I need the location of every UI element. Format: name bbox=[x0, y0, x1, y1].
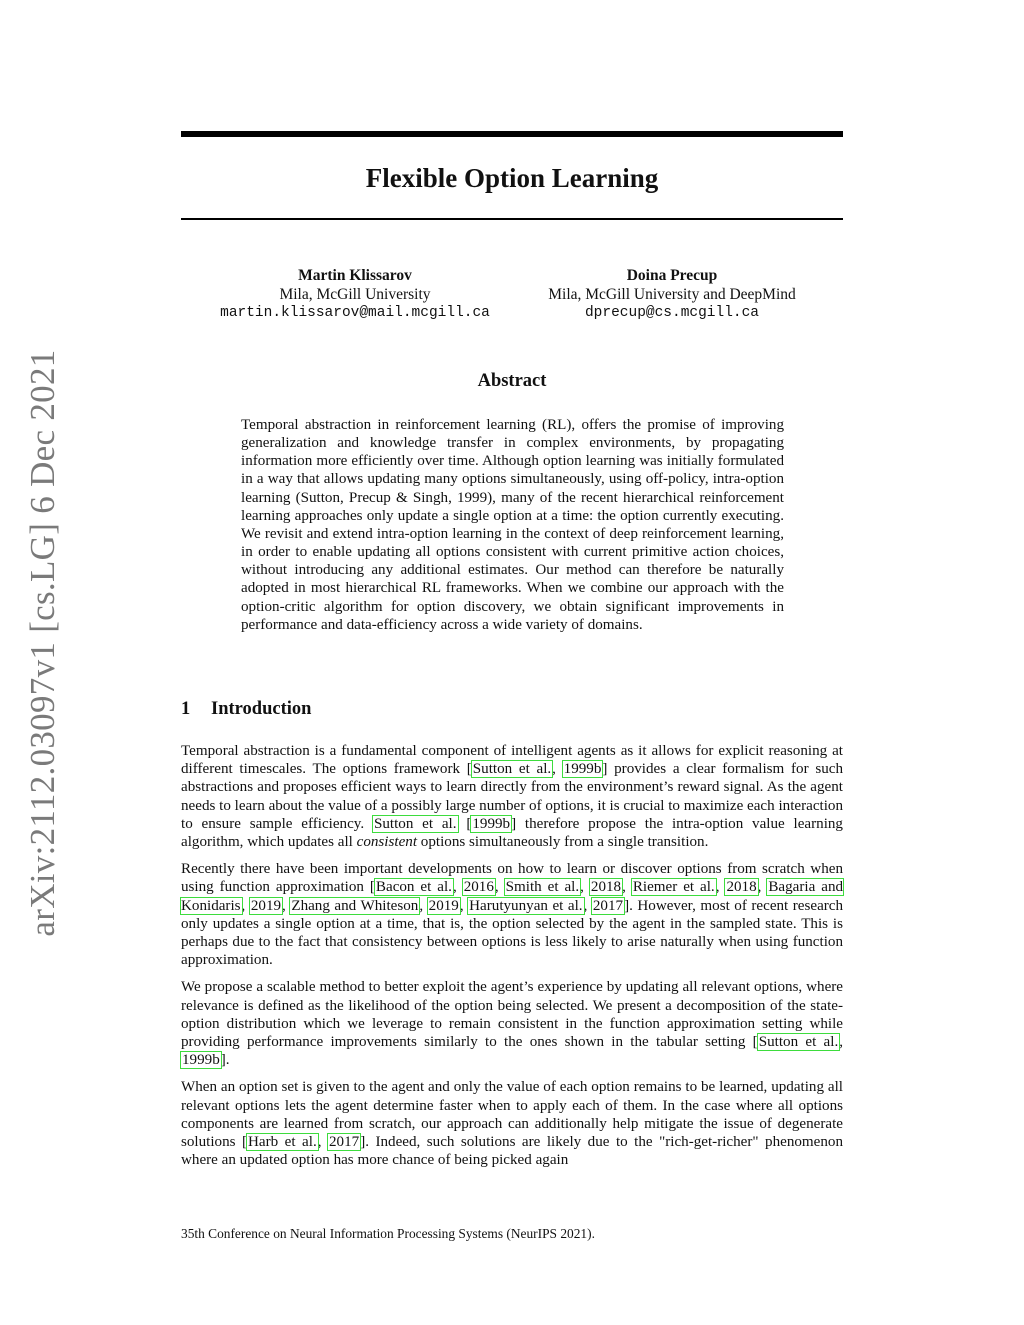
citation-link[interactable]: Riemer et al. bbox=[632, 879, 715, 896]
citation-link[interactable]: 2018 bbox=[590, 879, 622, 896]
introduction-body bbox=[181, 742, 843, 1178]
text-run: ]. bbox=[220, 1052, 230, 1069]
conference-footnote: 35th Conference on Neural Information Processing Systems (NeurIPS 2021). bbox=[181, 1226, 595, 1241]
citation-link[interactable]: 1999b bbox=[563, 761, 602, 778]
text-run: ]. Indeed, such solutions are likely due to the "rich-get-richer" phenomenon where an updated option has more chance of being picked again bbox=[181, 1134, 844, 1169]
text-run: options simultaneously from a single transition. bbox=[417, 834, 709, 851]
text-run: , bbox=[583, 897, 592, 914]
abstract-text: Temporal abstraction in reinforcement learning (RL), offers the promise of improving generalization and knowledge transfer in complex environments, by propagating information more efficiently over time. Although option learning was initially formulated in a way that allows updating many options simultaneously, using off-policy, intra-option learning (Sutton, Precup & Singh, 1999), many of the recent hierarchical reinforcement learning approaches only update a single option at a time: the option currently executing. We revisit and extend intra-option learning in the context of deep reinforcement learning, in order to enable updating all options consistent with current primitive action choices, without introducing any additional estimates. Our method can therefore be naturally adopted in most hierarchical RL frameworks. When we combine our approach with the option-critic algorithm for option discovery, we obtain significant improvements in performance and data-efficiency across a wide variety of domains. bbox=[241, 417, 784, 633]
citation-link[interactable]: 1999b bbox=[182, 1052, 220, 1069]
text-run: , bbox=[241, 897, 250, 914]
citation-link[interactable]: Sutton et al. bbox=[472, 761, 552, 778]
text-run: , bbox=[552, 761, 563, 778]
text-run: , bbox=[452, 879, 463, 896]
abstract-heading: Abstract bbox=[477, 371, 547, 391]
paragraph bbox=[181, 742, 843, 851]
citation-link[interactable]: Sutton et al. bbox=[758, 1034, 839, 1051]
citation-link[interactable]: Sutton et al. bbox=[373, 815, 457, 832]
author-block-1 bbox=[205, 266, 505, 323]
section-heading bbox=[181, 697, 311, 721]
text-run: We propose a scalable method to better exploit the agent’s experience by updating all relevant options, where relevance is defined as the likelihood of the option being selected. We present a decomposition of the state-option distribution which we leverage to remain consistent in the function approximation setting while providing performance improvements similarly to the ones shown in the tabular setting [ bbox=[181, 979, 843, 1051]
text-run: , bbox=[715, 879, 726, 896]
title-bottom-rule bbox=[181, 218, 843, 220]
section-number: 1 bbox=[181, 699, 191, 719]
citation-link[interactable]: Zhang and Whiteson bbox=[291, 897, 419, 914]
author-block-2 bbox=[512, 266, 832, 323]
author-name: Martin Klissarov bbox=[298, 267, 412, 284]
citation-link[interactable]: 2018 bbox=[726, 879, 757, 896]
paper-title: Flexible Option Learning bbox=[365, 163, 659, 193]
text-run: [ bbox=[457, 815, 472, 832]
text-run: When an option set is given to the agent and only the value of each option remains to be learned, updating all relevant options lets the agent determine faster when to apply each of them. In the case where all options components are learned from scratch, our approach can additionally help mitigate the issue of degenerate solutions [ bbox=[181, 1079, 843, 1151]
text-run: ]. However, most of recent research only updates a single option at a time, that is, the option selected by the agent in the sampled state. This is perhaps due to the fact that consistency between options is less likely to arise naturally when using function approximation. bbox=[181, 897, 844, 969]
paragraph bbox=[181, 860, 843, 969]
text-run: , bbox=[317, 1134, 328, 1151]
citation-link[interactable]: 2016 bbox=[463, 879, 494, 896]
section-title: Introduction bbox=[211, 699, 312, 719]
citation-link[interactable]: 2019 bbox=[250, 897, 282, 914]
citation-link[interactable]: Bacon et al. bbox=[375, 879, 452, 896]
emphasis-text: consistent bbox=[356, 834, 418, 851]
citation-link[interactable]: Bagaria and Konidaris bbox=[181, 879, 844, 914]
citation-link[interactable]: 1999b bbox=[472, 815, 511, 832]
citation-link[interactable]: Harb et al. bbox=[248, 1134, 317, 1151]
arxiv-identifier: arXiv:2112.03097v1 [cs.LG] 6 Dec 2021 bbox=[23, 349, 62, 937]
text-run: ] therefore propose the intra-option value learning algorithm, which updates all bbox=[181, 815, 843, 851]
text-run: Temporal abstraction is a fundamental component of intelligent agents as it allows for explicit reasoning at different timescales. The options framework [ bbox=[181, 743, 843, 778]
text-run: ] provides a clear formalism for such abstractions and proposes efficient ways to learn directly from the environment’s reward signal. As the agent needs to learn about the value of a possibly large number of options, it is crucial to maximize each interaction to ensure sample efficiency. bbox=[181, 761, 843, 832]
text-run: , bbox=[282, 897, 291, 914]
author-affiliation: Mila, McGill University bbox=[279, 286, 431, 303]
citation-link[interactable]: 2017 bbox=[592, 897, 624, 914]
text-run: , bbox=[580, 879, 590, 896]
paragraph bbox=[181, 978, 843, 1069]
author-email[interactable]: martin.klissarov@mail.mcgill.ca bbox=[220, 305, 490, 321]
text-run: , bbox=[839, 1034, 844, 1051]
text-run: , bbox=[419, 897, 428, 914]
text-run: , bbox=[459, 897, 469, 914]
citation-link[interactable]: Harutyunyan et al. bbox=[469, 897, 583, 914]
text-run: , bbox=[494, 879, 505, 896]
author-email[interactable]: dprecup@cs.mcgill.ca bbox=[584, 305, 760, 321]
citation-link[interactable]: 2017 bbox=[329, 1134, 360, 1151]
author-affiliation: Mila, McGill University and DeepMind bbox=[548, 286, 796, 303]
author-name: Doina Precup bbox=[626, 267, 718, 284]
text-run: Recently there have been important developments on how to learn or discover options from scratch when using function approximation [ bbox=[181, 861, 843, 896]
paragraph bbox=[181, 1078, 843, 1169]
citation-link[interactable]: 2019 bbox=[428, 897, 459, 914]
text-run: , bbox=[757, 879, 768, 896]
text-run: , bbox=[622, 879, 632, 896]
citation-link[interactable]: Smith et al. bbox=[505, 879, 580, 896]
title-top-rule bbox=[181, 131, 843, 137]
